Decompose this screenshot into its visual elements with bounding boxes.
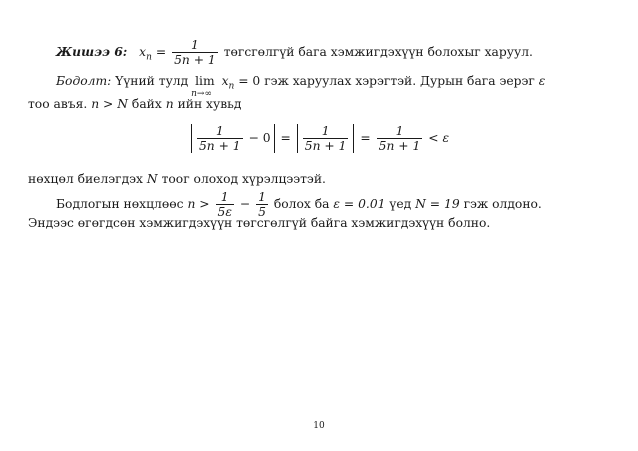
n-variable: n [165, 97, 174, 111]
equals-sign: = [155, 45, 167, 59]
solution-label: Бодолт: [56, 74, 112, 88]
limit-value: = 0 [238, 74, 261, 88]
condition-n-gt-N: n > N [91, 97, 128, 111]
solution-text-1: Үүний тулд [115, 74, 189, 88]
minus-sign: − [239, 197, 251, 211]
conclusion-final-text: Эндээс өгөгдсөн хэмжигдэхүүн төгсгөлгүй байга хэмжигдэхүүн болно. [28, 216, 491, 230]
conclusion-condition: n > [187, 197, 210, 211]
display-inequality [0, 124, 638, 153]
epsilon-value: ε = 0.01 [333, 197, 386, 211]
conclusion-text-1: Бодлогын нөхцлөөс [56, 197, 184, 211]
final-fraction: $\frac{1}{5n + 1}$ [378, 124, 421, 153]
fraction-one-over-5: $\frac{1}{5}$ [258, 190, 266, 219]
equals-2: = [360, 131, 371, 145]
epsilon-symbol: ε [538, 74, 546, 88]
N-variable: N [146, 172, 158, 186]
abs-value-2: $\frac{1}{5n + 1}$ [297, 124, 355, 153]
solution-line-2 [28, 97, 241, 111]
example-label: Жишээ 6: [56, 44, 128, 59]
N-value: N = 19 [415, 197, 460, 211]
fraction-one-over-5eps: $\frac{1}{5\varepsilon}$ [217, 190, 232, 219]
conclusion-text-2: болох ба [273, 197, 330, 211]
example-statement [56, 38, 533, 67]
conclusion-text-4: гэж олдоно. [463, 197, 542, 211]
equals-1: = [280, 131, 291, 145]
solution-text-2: гэж харуулах хэрэгтэй. Дурын бага эерэг [264, 74, 535, 88]
page-number: 10 [313, 421, 325, 431]
conclusion-line-1 [56, 190, 542, 219]
sequence-symbol: $x_n$ [139, 45, 152, 63]
limit-expression: lim n→∞ [191, 74, 215, 99]
sequence-fraction: $\frac{1}{5n + 1}$ [174, 38, 216, 67]
example-text: төгсгөлгүй бага хэмжигдэхүүн болохыг харуул. [223, 45, 533, 59]
conclusion-line-2 [28, 216, 490, 230]
limit-sequence: $x_n$ [221, 74, 235, 92]
condition-line [28, 172, 326, 186]
less-than-epsilon: < ε [428, 131, 450, 145]
solution-line2-end: ийн хувьд [177, 97, 242, 111]
abs-value-1: $\frac{1}{5n + 1}$ − 0 [191, 124, 275, 153]
conclusion-text-3: үед [389, 197, 412, 211]
condition-text-2: тоог олоход хүрэлцээтэй. [161, 172, 326, 186]
solution-line2-text: тоо авъя. [28, 97, 88, 111]
condition-text-1: нөхцөл биелэгдэх [28, 172, 143, 186]
solution-line2-mid: байх [131, 97, 162, 111]
solution-line-1 [56, 74, 546, 99]
limit-subscript: n→∞ [191, 89, 212, 99]
